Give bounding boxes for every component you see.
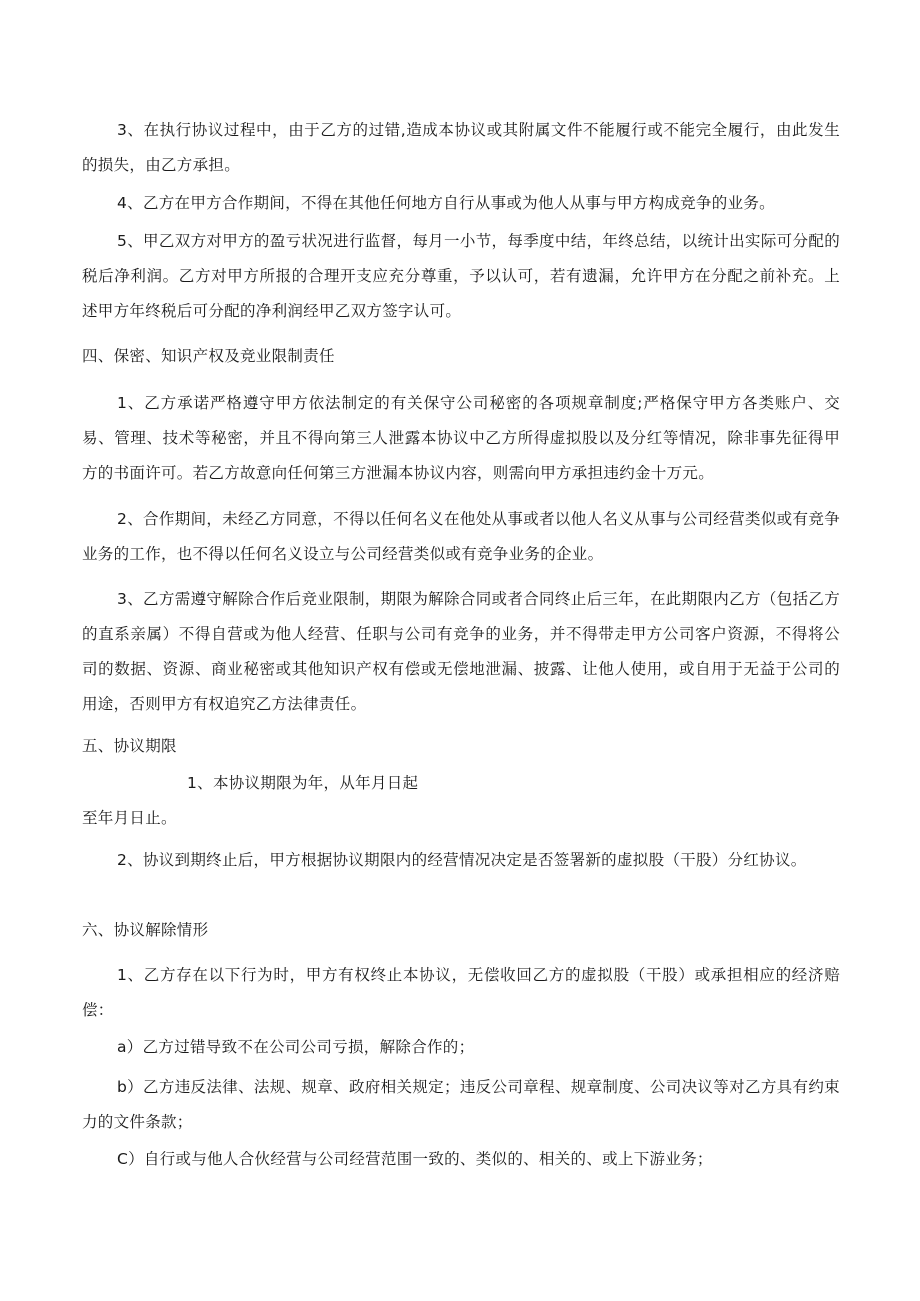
clause-termination-1: 1、乙方存在以下行为时，甲方有权终止本协议，无偿收回乙方的虚拟股（干股）或承担相应的经济赔偿： [82,966,840,1019]
clause-confidentiality-1: 1、乙方承诺严格遵守甲方依法制定的有关保守公司秘密的各项规章制度;严格保守甲方各类账户、交易、管理、技术等秘密，并且不得向第三人泄露本协议中乙方所得虚拟股以及分红等情况，除非事先征得甲方的书面许可。若乙方故意向任何第三方泄漏本协议内容，则需向甲方承担违约金十万元。 [82,394,840,482]
clause-termination-b: b）乙方违反法律、法规、规章、政府相关规定；违反公司章程、规章制度、公司决议等对乙方具有约束力的文件条款； [82,1078,840,1131]
section-heading-confidentiality: 四、保密、知识产权及竞业限制责任 [82,347,335,365]
clause-termination-a: a）乙方过错导致不在公司公司亏损，解除合作的； [117,1038,475,1056]
clause-term-1-end: 至年月日止。 [82,809,177,827]
clause-confidentiality-3: 3、乙方需遵守解除合作后竞业限制，期限为解除合同或者合同终止后三年，在此期限内乙方（包括乙方的直系亲属）不得自营或为他人经营、任职与公司有竞争的业务，并不得带走甲方公司客户资源，不得将公司的数据、资源、商业秘密或其他知识产权有偿或无偿地泄漏、披露、让他人使用，或自用于无益于公司的用途，否则甲方有权追究乙方法律责任。 [82,590,840,713]
clause-4-non-compete: 4、乙方在甲方合作期间，不得在其他任何地方自行从事或为他人从事与甲方构成竞争的业务。 [117,194,775,212]
clause-confidentiality-2: 2、合作期间，未经乙方同意，不得以任何名义在他处从事或者以他人名义从事与公司经营类似或有竞争业务的工作，也不得以任何名义设立与公司经营类似或有竞争业务的企业。 [82,510,840,563]
section-heading-term: 五、协议期限 [82,737,177,755]
clause-term-1-start: 1、本协议期限为年，从年月日起 [187,774,419,792]
clause-termination-c: C）自行或与他人合伙经营与公司经营范围一致的、类似的、相关的、或上下游业务； [117,1150,713,1168]
clause-5-profit-supervision: 5、甲乙双方对甲方的盈亏状况进行监督，每月一小节，每季度中结，年终总结，以统计出实际可分配的税后净利润。乙方对甲方所报的合理开支应充分尊重，予以认可，若有遗漏，允许甲方在分配之前补充。上述甲方年终税后可分配的净利润经甲乙双方签字认可。 [82,232,840,320]
section-heading-termination: 六、协议解除情形 [82,921,209,939]
clause-3-fault-liability: 3、在执行协议过程中，由于乙方的过错,造成本协议或其附属文件不能履行或不能完全履行，由此发生的损失，由乙方承担。 [82,121,840,174]
clause-term-2: 2、协议到期终止后，甲方根据协议期限内的经营情况决定是否签署新的虚拟股（干股）分红协议。 [117,851,807,869]
